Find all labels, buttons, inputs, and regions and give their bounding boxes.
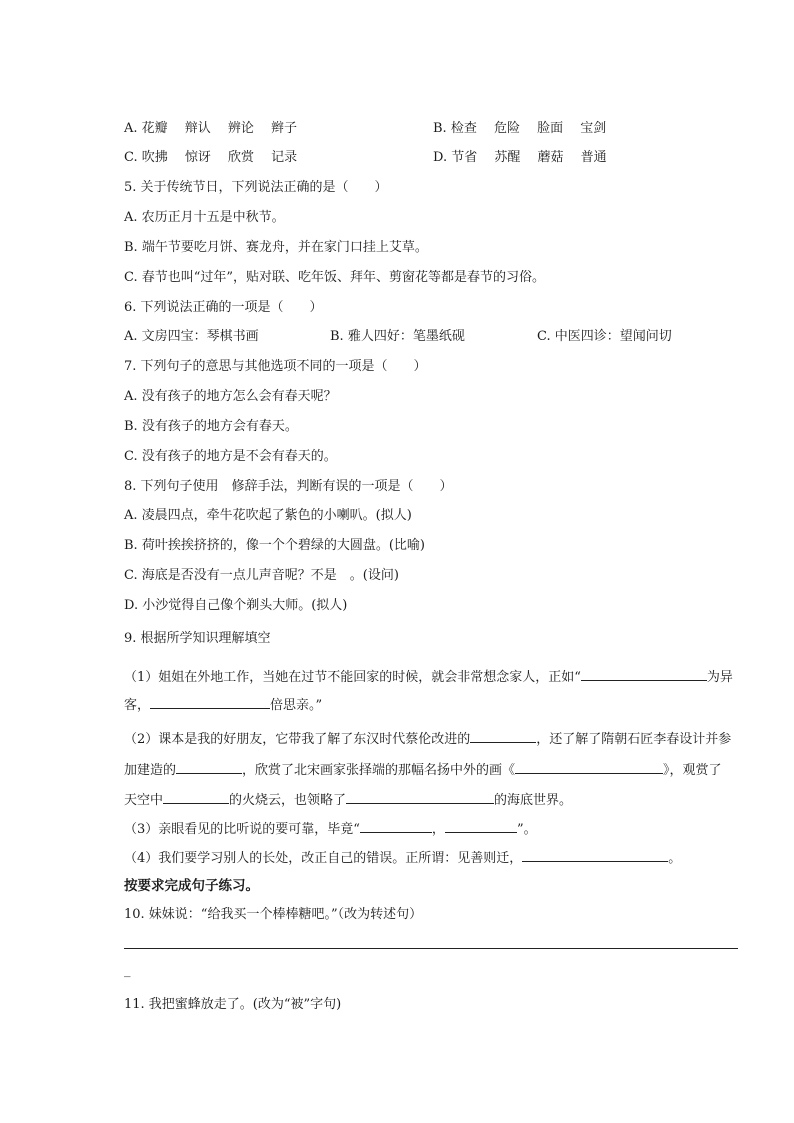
q9-p3-blank-1[interactable] [360, 818, 432, 833]
q9-p2-text-d: ，欣赏了北宋画家张择端的那幅名扬中外的画《 [242, 763, 516, 778]
q8-option-b: B. 荷叶挨挨挤挤的，像一个个碧绿的大圆盘。(比喻) [124, 538, 425, 553]
q9-p3-text-b: ， [431, 822, 445, 837]
q9-part1-line1 [124, 666, 733, 687]
q9-p1-text-b: 为异 [706, 670, 733, 685]
q9-part2-line2 [124, 759, 722, 780]
q9-p2-text-e: 》，观赏了 [663, 763, 722, 778]
q5-option-a: A. 农历正月十五是中秋节。 [124, 210, 285, 225]
q9-p2-text-b: ，还了解了隋朝石匠李春设计并参 [536, 732, 732, 747]
q5-option-c: C. 春节也叫“过年”，贴对联、吃年饭、拜年、剪窗花等都是春节的习俗。 [124, 270, 546, 285]
q9-p2-text-h: 的海底世界。 [494, 793, 573, 808]
q9-p3-text-a: （3）亲眼看见的比听说的要可靠，毕竟“ [124, 822, 360, 837]
q10-answer-tail: _ [124, 963, 131, 978]
q9-part4 [124, 847, 681, 868]
q10-answer-line[interactable] [124, 948, 738, 949]
q9-p4-blank-1[interactable] [522, 847, 668, 862]
q8-option-d: D. 小沙觉得自己像个剃头大师。(拟人) [124, 598, 348, 613]
q6-stem: 6. 下列说法正确的一项是（ ） [124, 300, 323, 315]
q10-stem: 10. 妹妹说：“给我买一个棒棒糖吧。”（改为转述句） [124, 907, 423, 922]
q9-part2-line1 [124, 728, 731, 749]
q6-option-c: C. 中医四诊：望闻问切 [537, 329, 672, 344]
q5-option-b: B. 端午节要吃月饼、赛龙舟，并在家门口挂上艾草。 [124, 240, 428, 255]
q9-part2-line3 [124, 789, 572, 810]
q9-p4-text-b: 。 [668, 851, 682, 866]
q4-option-d: D. 节省 苏醒 蘑菇 普通 [433, 150, 607, 165]
q9-p2-blank-1[interactable] [470, 728, 536, 743]
q4-option-b: B. 检查 危险 脸面 宝剑 [433, 121, 607, 136]
q5-stem: 5. 关于传统节日，下列说法正确的是（ ） [124, 180, 388, 195]
q9-p4-text-a: （4）我们要学习别人的长处，改正自己的错误。正所谓：见善则迁， [124, 851, 523, 866]
q11-stem: 11. 我把蜜蜂放走了。(改为“被”字句) [124, 997, 342, 1012]
q9-p2-blank-2[interactable] [176, 759, 242, 774]
q8-option-c: C. 海底是否没有一点儿声音呢？不是 。(设问) [124, 568, 399, 583]
q8-stem: 8. 下列句子使用 修辞手法，判断有误的一项是（ ） [124, 479, 453, 494]
q9-p2-blank-4[interactable] [163, 789, 229, 804]
q9-stem: 9. 根据所学知识理解填空 [124, 631, 271, 646]
q9-p2-text-f: 天空中 [124, 793, 164, 808]
q9-p2-blank-3[interactable] [515, 759, 663, 774]
q6-option-a: A. 文房四宝：琴棋书画 [124, 329, 259, 344]
q9-p2-text-c: 加建造的 [124, 763, 177, 778]
q9-p1-blank-2[interactable] [150, 694, 270, 709]
q9-p3-blank-2[interactable] [445, 818, 517, 833]
q9-part1-line2 [124, 694, 322, 715]
q9-p1-text-c: 客， [124, 698, 151, 713]
q7-stem: 7. 下列句子的意思与其他选项不同的一项是（ ） [124, 359, 427, 374]
q8-option-a: A. 凌晨四点，牵牛花吹起了紫色的小喇叭。(拟人) [124, 508, 412, 523]
q9-p2-text-g: 的火烧云，也领略了 [229, 793, 347, 808]
q9-p1-text-d: 倍思亲。” [270, 698, 323, 713]
q6-option-b: B. 雅人四好：笔墨纸砚 [330, 329, 465, 344]
q7-option-a: A. 没有孩子的地方怎么会有春天呢？ [124, 389, 337, 404]
q9-p1-text-a: （1）姐姐在外地工作，当她在过节不能回家的时候，就会非常想念家人，正如“ [124, 670, 581, 685]
q9-p2-text-a: （2）课本是我的好朋友，它带我了解了东汉时代蔡伦改进的 [124, 732, 471, 747]
section-title: 按要求完成句子练习。 [124, 878, 259, 894]
q7-option-b: B. 没有孩子的地方会有春天。 [124, 419, 298, 434]
q4-option-c: C. 吹拂 惊讶 欣赏 记录 [124, 150, 298, 165]
q9-p3-text-c: ”。 [516, 822, 537, 837]
q9-part3 [124, 818, 537, 839]
q7-option-c: C. 没有孩子的地方是不会有春天的。 [124, 449, 337, 464]
q9-p1-blank-1[interactable] [581, 666, 707, 681]
q9-p2-blank-5[interactable] [346, 789, 494, 804]
q4-option-a: A. 花瓣 辩认 辨论 辫子 [124, 121, 298, 136]
